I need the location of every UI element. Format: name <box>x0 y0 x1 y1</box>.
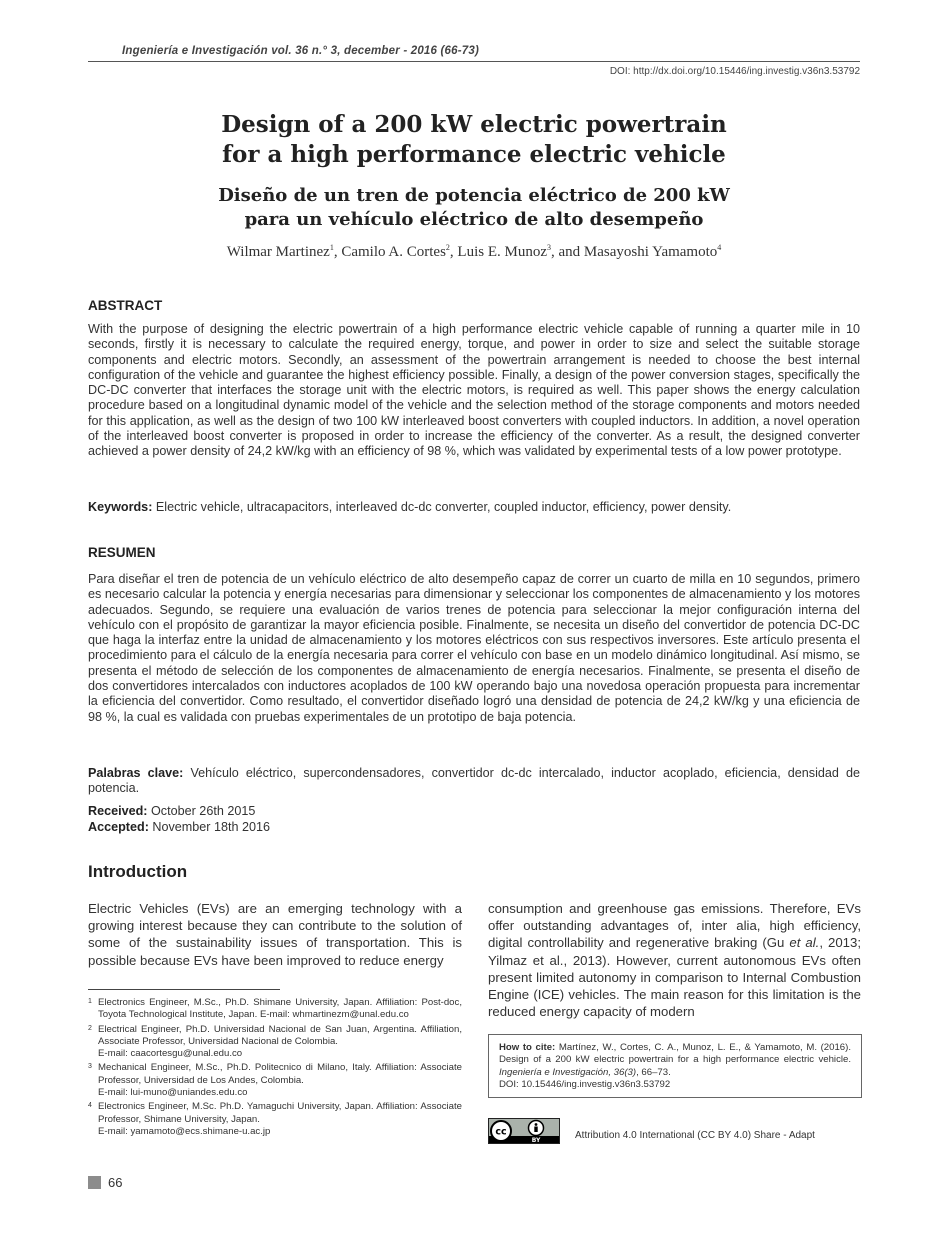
how-to-cite-label: How to cite: <box>499 1042 556 1053</box>
title-english-line1: Design of a 200 kW electric powertrain <box>221 111 727 138</box>
received-label: Received: <box>88 804 148 818</box>
author-name: Luis E. Munoz <box>457 244 547 260</box>
footnote-text: Mechanical Engineer, M.Sc., Ph.D. Politecnico di Milano, Italy. Affiliation: Associate Professor, Universidad de Los Andes, Colombia. <box>98 1062 462 1086</box>
abstract-keywords <box>88 500 860 515</box>
citation-doi[interactable]: DOI: 10.15446/ing.investig.v36n3.53792 <box>499 1078 671 1090</box>
footnote-email[interactable]: E-mail: lui-muno@uniandes.edu.co <box>98 1087 248 1099</box>
resumen-text: Para diseñar el tren de potencia de un vehículo eléctrico de alto desempeño capaz de correr un cuarto de milla en 10 segundos, primero es necesario calcular la potencia y energía necesarias para dimensionar y seleccionar los componentes de almacenamiento y los motores adecuados. Segundo, se requiere una evaluación de varios trenes de potencia para seleccionar la mejor configuración interna del vehículo con el propósito de garantizar la mayor eficiencia posible. Finalmente, se necesita un diseño del convertidor de potencia DC-DC que haga la interfaz entre la unidad de almacenamiento y los motores eléctricos con sus respectivos inversores. Este artículo presenta el procedimiento para el cálculo de la energía necesaria para correr el vehículo con base en un modelo dinámico longitudinal. Así mismo, se presenta el método de selección de los componentes de almacenamiento de energía necesarios. Finalmente, se presenta el diseño de dos convertidores intercalados con inductores acoplados de 100 kW operando bajo una novedosa operación propuesta para incrementar la eficiencia del convertidor. Como resultado, el convertidor diseñado logró una densidad de potencia de 24,2 kW/kg y una eficiencia de 98 %, la cual es validada con pruebas experimentales de un prototipo de baja potencia. <box>88 572 860 724</box>
citation-text-b: , 66–73. <box>636 1066 671 1078</box>
footnote <box>88 997 462 1022</box>
accepted-date <box>88 820 860 835</box>
header-rule <box>88 61 860 62</box>
title-spanish-line1: Diseño de un tren de potencia eléctrico de 200 kW <box>218 185 730 206</box>
footnote <box>88 1062 462 1099</box>
resumen-keywords <box>88 766 860 797</box>
citation-text-a: Martínez, W., Cortes, C. A., Munoz, L. E., & Yamamoto, M. (2016). Design of a 200 kW electric powertrain for a high performance electric vehicle. <box>499 1042 851 1066</box>
footnote <box>88 1101 462 1138</box>
footnote-number: 4 <box>88 1102 92 1110</box>
cc-icon-text: cc <box>495 1126 507 1138</box>
title-english-line2: for a high performance electric vehicle <box>222 141 726 168</box>
palabras-clave-label: Palabras clave: <box>88 766 184 780</box>
author-name: Camilo A. Cortes <box>341 244 446 260</box>
footnote-number: 1 <box>88 998 92 1005</box>
journal-running-head: Ingeniería e Investigación vol. 36 n.° 3, december - 2016 (66-73) <box>122 45 479 57</box>
footnote-text: Electronics Engineer, M.Sc. Ph.D. Yamaguchi University, Japan. Affiliation: Associate Professor, Shimane University, Japan. <box>98 1101 462 1125</box>
introduction-heading: Introduction <box>88 862 188 881</box>
accepted-label: Accepted: <box>88 820 149 834</box>
author-separator: , and <box>551 244 584 260</box>
resumen-heading: RESUMEN <box>88 545 156 560</box>
footnote <box>88 1024 462 1061</box>
abstract-text: With the purpose of designing the electric powertrain of a high performance electric vehicle capable of running a quarter mile in 10 seconds, firstly it is necessary to calculate the required energy, torque, and power in order to size and select the suitable storage components and electric motors. Secondly, an assessment of the powertrain arrangement is needed to choose the best internal configuration of the vehicle and guarantee the highest efficiency possible. Finally, a design of the power conversion stages, specifically the DC-DC converter that interfaces the storage unit with the electric motors, is required as well. This paper shows the energy calculation procedure based on a longitudinal dynamic model of the vehicle and the selection method of the storage components and motors needed for this application, as well as the design of two 100 kW interleaved boost converters with coupled inductors. In addition, a novel operation of the interleaved boost converter is proposed in order to increase the efficiency of the converter. As a result, the designed converter achieved a power density of 24,2 kW/kg with an efficiency of 98 %, which was validated by experimental tests of a low power prototype. <box>88 322 860 459</box>
intro-right-etal: et al. <box>789 935 820 951</box>
author-list <box>88 243 860 261</box>
keywords-text: Electric vehicle, ultracapacitors, interleaved dc-dc converter, coupled inductor, efficiency, power density. <box>155 500 732 514</box>
palabras-clave-text: Vehículo eléctrico, supercondensadores, convertidor dc-dc intercalado, inductor acoplado, eficiencia, densidad de potencia. <box>88 766 861 796</box>
keywords-label: Keywords: <box>88 500 153 514</box>
title-english <box>88 110 860 170</box>
how-to-cite-box <box>488 1034 862 1098</box>
introduction-left-column: Electric Vehicles (EVs) are an emerging technology with a growing interest because they can contribute to the solution of some of the sustainability issues of transportation. This is possible because EVs have been improved to reduce energy <box>88 901 462 968</box>
author-affiliation-mark[interactable]: 4 <box>717 243 722 252</box>
title-spanish-line2: para un vehículo eléctrico de alto desempeño <box>244 209 704 230</box>
intro-right-text-a: consumption and greenhouse gas emissions. Therefore, EVs offer outstanding advantages of, inter alia, high efficiency, digital controllability and regenerative braking (Gu <box>488 901 861 951</box>
intro-right-text-b: , 2013; Yilmaz et al., 2013). However, current autonomous EVs often present limited autonomy in comparison to Internal Combustion Engine (ICE) vehicles. The main reason for this limitation is the reduced energy capacity of modern <box>488 935 861 1020</box>
footnote-text: Electrical Engineer, Ph.D. Universidad Nacional de San Juan, Argentina. Affiliation, Associate Professor, Universidad Nacional de Colombia. <box>98 1023 462 1047</box>
introduction-right-column <box>488 900 861 1020</box>
author-affiliation-mark[interactable]: 1 <box>329 243 334 252</box>
by-label: BY <box>531 1137 541 1144</box>
title-spanish <box>88 184 860 232</box>
footnote-text: Electronics Engineer, M.Sc., Ph.D. Shimane University, Japan. Affiliation: Post-doc, Toyota Technological Institute, Japan. E-mail: whmartinezm@unal.edu.co <box>98 997 462 1021</box>
received-date <box>88 804 860 819</box>
footnote-email[interactable]: E-mail: caacortesgu@unal.edu.co <box>98 1048 243 1060</box>
author-name: Wilmar Martinez <box>226 244 330 260</box>
accepted-value: November 18th 2016 <box>152 820 271 834</box>
author-name: Masayoshi Yamamoto <box>583 244 718 260</box>
footnote-email[interactable]: E-mail: yamamoto@ecs.shimane-u.ac.jp <box>98 1125 271 1137</box>
cc-by-license-badge[interactable] <box>488 1118 560 1144</box>
author-affiliation-mark[interactable]: 3 <box>547 243 551 252</box>
footnote-rule <box>88 989 280 990</box>
footnote-number: 2 <box>88 1024 92 1032</box>
author-separator: , <box>333 244 342 260</box>
footnote-number: 3 <box>88 1063 92 1071</box>
page-number: 66 <box>108 1175 123 1190</box>
abstract-heading: ABSTRACT <box>88 298 163 313</box>
page-number-marker <box>88 1176 101 1189</box>
doi-link[interactable]: DOI: http://dx.doi.org/10.15446/ing.investig.v36n3.53792 <box>609 66 860 77</box>
license-text: Attribution 4.0 International (CC BY 4.0) Share - Adapt <box>575 1130 815 1141</box>
footnotes <box>88 997 462 1140</box>
author-affiliation-mark[interactable]: 2 <box>445 243 450 252</box>
received-value: October 26th 2015 <box>151 804 256 818</box>
citation-journal: Ingeniería e Investigación, 36(3) <box>499 1066 637 1078</box>
author-separator: , <box>449 244 458 260</box>
